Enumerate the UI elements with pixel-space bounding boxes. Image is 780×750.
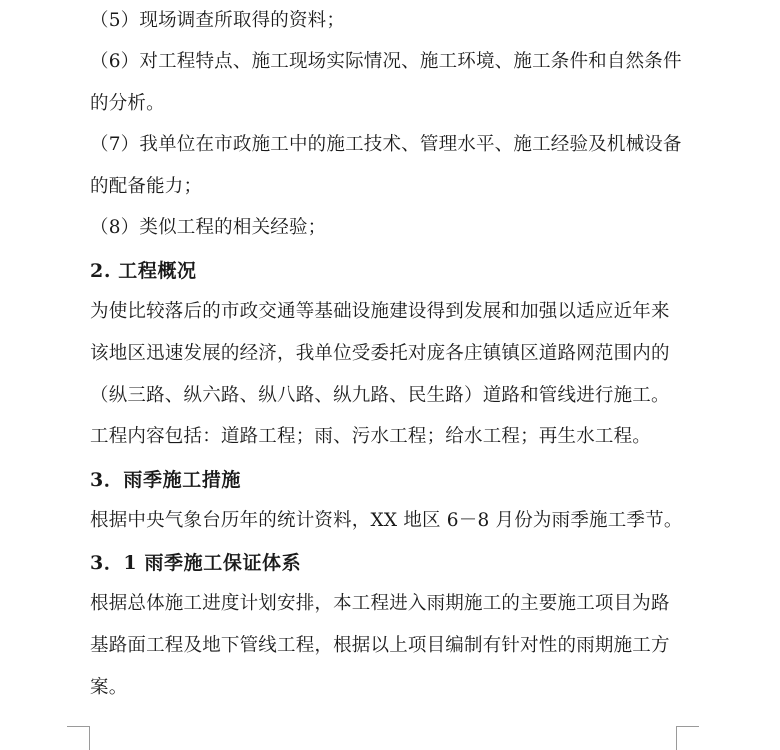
section-2-paragraph-line-4: 工程内容包括：道路工程；雨、污水工程；给水工程；再生水工程。 (90, 426, 652, 447)
list-item-7-line-2: 的配备能力； (90, 176, 203, 197)
list-item-6-line-2: 的分析。 (90, 93, 165, 114)
section-3-1-heading: 3．1 雨季施工保证体系 (90, 552, 302, 574)
section-2-paragraph-line-1: 为使比较落后的市政交通等基础设施建设得到发展和加强以适应近年来 (90, 301, 670, 322)
section-2-paragraph-line-3: （纵三路、纵六路、纵八路、纵九路、民生路）道路和管线进行施工。 (90, 385, 670, 406)
page-margin-corner-right (676, 726, 699, 750)
section-3-1-paragraph-line-3: 案。 (90, 677, 128, 698)
list-item-6-line-1: （6）对工程特点、施工现场实际情况、施工环境、施工条件和自然条件 (90, 51, 682, 72)
section-3-1-paragraph-line-2: 基路面工程及地下管线工程，根据以上项目编制有针对性的雨期施工方 (90, 635, 670, 656)
page-margin-corner-left (67, 726, 90, 750)
section-3-1-paragraph-line-1: 根据总体施工进度计划安排，本工程进入雨期施工的主要施工项目为路 (90, 593, 670, 614)
section-3-heading: 3．雨季施工措施 (90, 469, 242, 491)
list-item-8: （8）类似工程的相关经验； (90, 217, 327, 238)
section-2-heading: 2. 工程概况 (90, 260, 197, 282)
section-3-paragraph: 根据中央气象台历年的统计资料，XX 地区 6－8 月份为雨季施工季节。 (90, 510, 683, 531)
list-item-5: （5）现场调查所取得的资料； (90, 10, 346, 31)
section-2-paragraph-line-2: 该地区迅速发展的经济，我单位受委托对庞各庄镇镇区道路网范围内的 (90, 343, 670, 364)
list-item-7-line-1: （7）我单位在市政施工中的施工技术、管理水平、施工经验及机械设备 (90, 134, 682, 155)
